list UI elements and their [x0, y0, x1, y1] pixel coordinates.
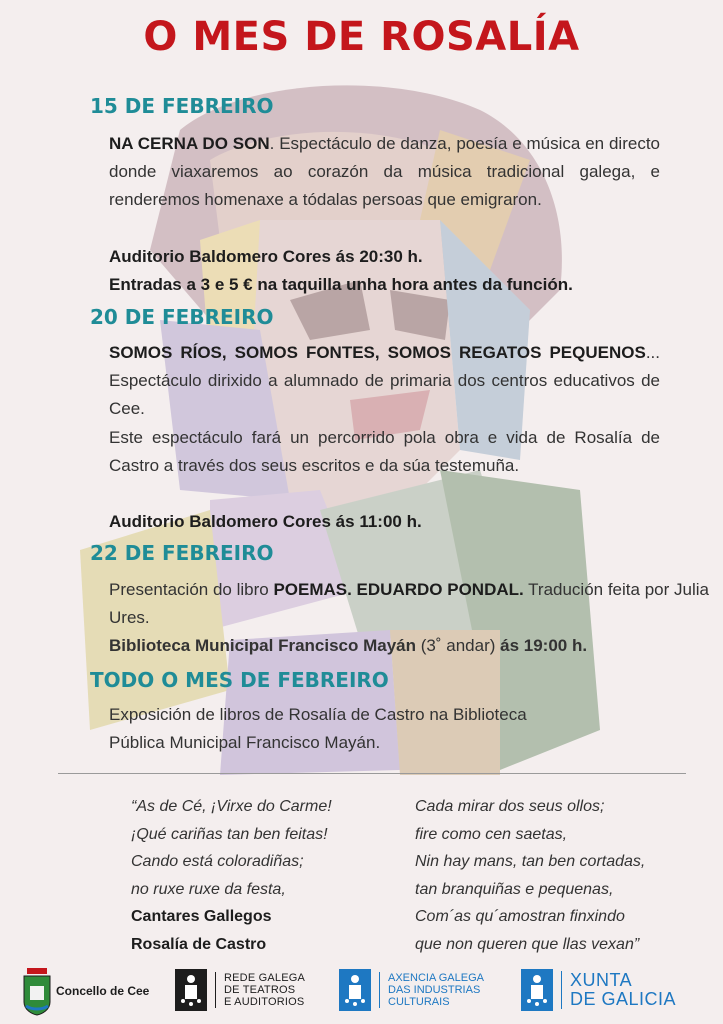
event-description-2 [109, 339, 660, 423]
event-title-3: POEMAS. EDUARDO PONDAL. [273, 580, 524, 599]
section-divider [58, 773, 686, 774]
event-line-4a: Exposición de libros de Rosalía de Castro na Biblioteca [109, 705, 527, 724]
event-description-1 [109, 130, 660, 214]
poem-line: ¡Qué cariñas tan ben feitas! [131, 825, 328, 843]
xunta-line: XUNTA [570, 970, 633, 990]
poem-right-column [415, 793, 645, 958]
rede-galicia-shield-icon [175, 969, 207, 1011]
event-venue-3-floor: (3˚ andar) [416, 636, 501, 655]
event-line-4b: Pública Municipal Francisco Mayán. [109, 733, 381, 752]
rede-line: DE TEATROS [224, 984, 296, 996]
rede-logo [175, 969, 305, 1011]
poem-line: Nin hay mans, tan ben cortadas, [415, 853, 646, 870]
xunta-shield-icon [521, 969, 553, 1011]
concello-name: Concello de Cee [56, 984, 150, 998]
event-venue-1: Auditorio Baldomero Cores ás 20:30 h. [109, 247, 423, 266]
xunta-logo [521, 969, 676, 1011]
poem-line: Cando está coloradiñas; [131, 853, 304, 870]
poem-credit-author: Rosalía de Castro [131, 935, 267, 953]
page-title: O MES DE ROSALÍA [143, 14, 580, 60]
poem-line: Com´as qu´amostran finxindo [415, 908, 625, 925]
poem-line: que non queren que llas vexan” [415, 935, 640, 953]
poem-line: Cada mirar dos seus ollos; [415, 798, 605, 815]
sponsor-logos [0, 966, 723, 1016]
poem-line: “As de Cé, ¡Virxe do Carme! [131, 798, 332, 815]
event-date-1: 15 DE FEBREIRO [90, 94, 274, 118]
axencia-logo [339, 969, 484, 1011]
event-tickets-1: Entradas a 3 e 5 € na taquilla unha hora antes da función. [109, 275, 573, 294]
poem-left-column [131, 793, 332, 958]
concello-logo [22, 966, 149, 1016]
event-description-3 [109, 576, 709, 632]
event-text-1: . Espectáculo de danza, poesía e música en directo donde viaxaremos ao corazón da música tradicional galega, e renderemos homenaxe a tódalas persoas que emigraron. [109, 134, 661, 209]
concello-shield-icon [22, 966, 52, 1016]
axencia-line: AXENCIA GALEGA [388, 972, 484, 984]
rede-line: REDE GALEGA [224, 972, 306, 984]
event-date-3: 22 DE FEBREIRO [90, 541, 274, 565]
poem-line: tan branquiñas e pequenas, [415, 880, 614, 898]
poem-line: fire como cen saetas, [415, 825, 568, 843]
rede-line: E AUDITORIOS [224, 996, 305, 1008]
event-venue-2: Auditorio Baldomero Cores ás 11:00 h. [109, 512, 422, 531]
event-date-2: 20 DE FEBREIRO [90, 305, 274, 329]
event-text-3b: Tradución feita por Julia Ures. [109, 580, 709, 627]
event-venue-3-name: Biblioteca Municipal Francisco Mayán [109, 636, 417, 655]
event-extra-2: Este espectáculo fará un percorrido pola obra e vida de Rosalía de Castro a través dos seus escritos e da súa testemuña. [109, 428, 660, 475]
axencia-line: DAS INDUSTRIAS [388, 984, 481, 996]
poem-line: no ruxe ruxe da festa, [131, 880, 286, 898]
event-text-2: ... Espectáculo dirixido a alumnado de primaria dos centros educativos de Cee. [109, 343, 660, 418]
event-venue-3-time: ás 19:00 h. [500, 636, 588, 655]
xunta-line: DE GALICIA [570, 989, 677, 1009]
poem-credit-title: Cantares Gallegos [131, 908, 272, 925]
axencia-line: CULTURAIS [388, 996, 450, 1008]
event-title-1: NA CERNA DO SON [109, 134, 270, 153]
event-date-4: TODO O MES DE FEBREIRO [90, 668, 389, 692]
event-title-2: SOMOS RÍOS, SOMOS FONTES, SOMOS REGATOS PEQUENOS [109, 343, 646, 362]
axencia-galicia-shield-icon [339, 969, 371, 1011]
event-text-3a: Presentación do libro [109, 580, 274, 599]
event-venue-3 [109, 632, 669, 660]
